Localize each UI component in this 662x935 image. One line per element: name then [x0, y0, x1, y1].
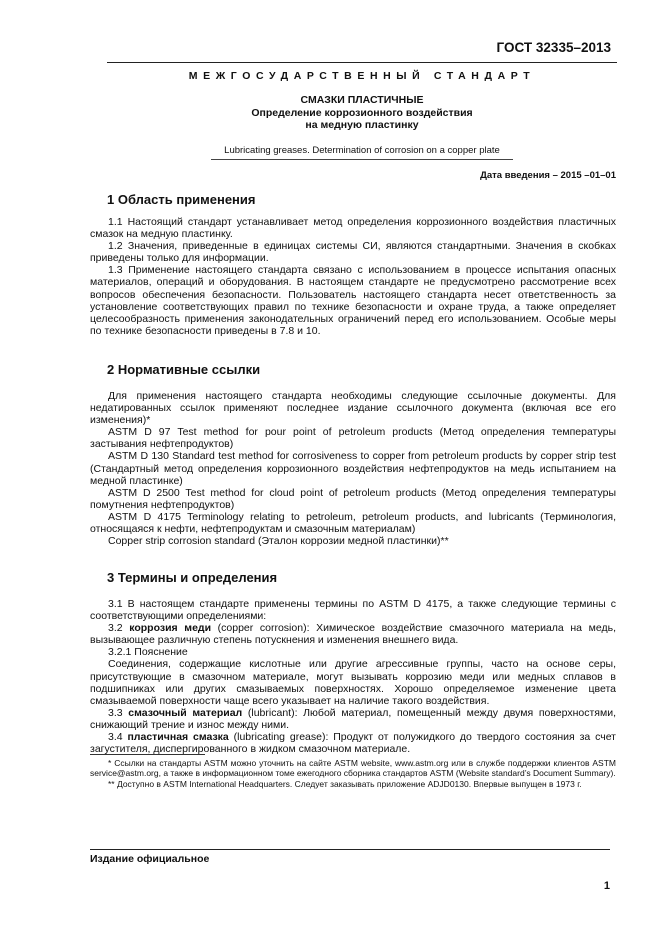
term-number: 3.2 — [108, 622, 130, 635]
footer-rule — [90, 849, 610, 850]
footnote: * Ссылки на стандарты ASTM можно уточнить на сайте ASTM website, www.astm.org или в службе поддержки клиентов ASTM service@astm.org, а также в информационном томе ежегодного сборника стандартов ASTM (Website standard’s Document Summary). — [90, 758, 616, 779]
official-edition-label: Издание официальное — [90, 853, 210, 865]
title-line-2: Определение коррозионного воздействия — [251, 106, 473, 119]
section-2-heading: 2 Нормативные ссылки — [107, 362, 261, 377]
interstate-standard-label: МЕЖГОСУДАРСТВЕННЫЙ СТАНДАРТ — [188, 70, 536, 82]
term-definition: (lubricant): Любой материал, помещенный между двумя поверхностями, снижающий трение и износ между ними. — [90, 706, 616, 731]
document-title — [107, 94, 617, 132]
english-title-rule — [211, 159, 513, 160]
reference-item: ASTM D 2500 Test method for cloud point of petroleum products (Метод определения температуры помутнения нефтепродуктов) — [90, 486, 616, 511]
footnotes — [90, 758, 616, 789]
term-3-2 — [90, 622, 616, 646]
reference-item: ASTM D 4175 Terminology relating to petroleum, petroleum products, and lubricants (Терминология, относящаяся к нефти, нефтепродуктам и смазочным материалам) — [90, 510, 616, 536]
section-1-body — [90, 216, 616, 337]
title-line-1: СМАЗКИ ПЛАСТИЧНЫЕ — [300, 94, 424, 106]
english-title: Lubricating greases. Determination of corrosion on a copper plate — [224, 145, 500, 156]
paragraph: Для применения настоящего стандарта необходимы следующие ссылочные документы. Для недатированных ссылок применяют последнее издание ссылочного документа (включая все его изменения)* — [90, 390, 616, 427]
reference-item: ASTM D 97 Test method for pour point of petroleum products (Метод определения температуры застывания нефтепродуктов) — [90, 426, 616, 451]
term-3-3 — [90, 707, 616, 731]
title-line-3: на медную пластинку — [305, 119, 419, 131]
reference-item: ASTM D 130 Standard test method for corrosiveness to copper from petroleum products by copper strip test (Стандартный метод определения коррозионного воздействия нефтепродуктов на медь испытанием на медной пластинке) — [90, 450, 616, 487]
paragraph: 3.2.1 Пояснение — [108, 646, 188, 659]
header-rule — [107, 62, 617, 63]
section-3-body — [90, 598, 616, 755]
term-definition: (lubricating grease): Продукт от полужидкого до твердого состояния за счет загустителя, диспергированного в жидком смазочном материале. — [90, 731, 616, 756]
paragraph: 3.1 В настоящем стандарте применены термины по ASTM D 4175, а также следующие термины с соответствующими определениями: — [90, 598, 616, 623]
paragraph: 1.3 Применение настоящего стандарта связано с использованием в процессе испытания опасных материалов, операций и оборудования. В настоящем стандарте не предусмотрено рассмотрение всех вопросов обеспечения безопасности. Пользователь настоящего стандарта несет ответственность за установление соответствующих правил по технике безопасности и охране труда, а также определяет целесообразность применения законодательных ограничений перед его использованием. Особые меры по технике безопасности приведены в 7.8 и 10. — [90, 264, 616, 337]
standard-number: ГОСТ 32335–2013 — [496, 40, 611, 55]
term-name: смазочный материал — [128, 706, 243, 719]
term-number: 3.3 — [108, 706, 129, 719]
reference-item: Copper strip corrosion standard (Эталон коррозии медной пластинки)** — [108, 535, 449, 548]
section-3-heading: 3 Термины и определения — [107, 570, 278, 585]
term-definition: (copper corrosion): Химическое воздействие смазочного материала на медь, вызывающее различную степень потускнения и изменения внешнего вида. — [90, 622, 616, 647]
effective-date: Дата введения – 2015 –01–01 — [480, 170, 616, 181]
paragraph: Соединения, содержащие кислотные или другие агрессивные группы, часто на основе серы, присутствующие в смазочном материале, могут вызывать коррозию меди или медных сплавов в подшипниках или других смазываемых поверхностях. Хорошо определяемое изменение цвета смазываемой поверхности чаще всего указывает на наличие такого воздействия. — [90, 658, 616, 707]
section-2-body — [90, 390, 616, 547]
term-number: 3.4 — [108, 731, 128, 744]
footnote: ** Доступно в ASTM International Headquarters. Следует заказывать приложение ADJD0130. Впервые выпущен в 1973 г. — [108, 778, 582, 789]
term-name: коррозия меди — [129, 622, 212, 635]
term-name: пластичная смазка — [127, 731, 229, 744]
page-number: 1 — [603, 880, 610, 892]
section-1-heading: 1 Область применения — [107, 192, 256, 207]
footnote-rule — [90, 754, 205, 755]
paragraph: 1.1 Настоящий стандарт устанавливает метод определения коррозионного воздействия пластичных смазок на медную пластинку. — [90, 216, 616, 241]
paragraph: 1.2 Значения, приведенные в единицах системы СИ, являются стандартными. Значения в скобках приведены только для информации. — [90, 240, 616, 265]
term-3-4 — [90, 731, 616, 755]
